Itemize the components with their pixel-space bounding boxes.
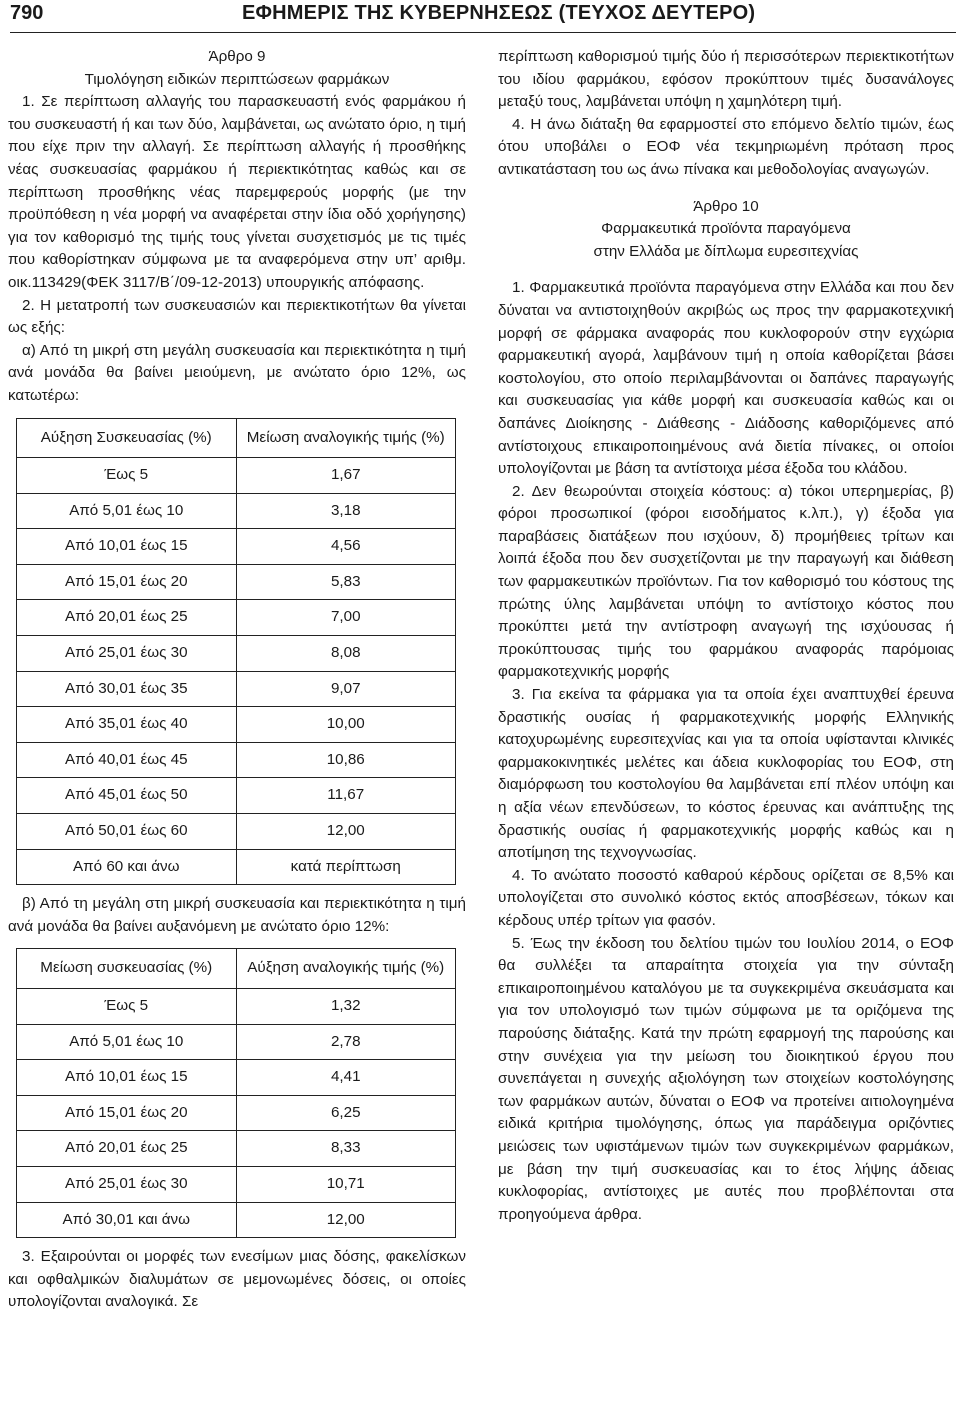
range-cell: Από 25,01 έως 30 [17, 636, 237, 672]
article9-paragraph-2a: α) Από τη μικρή στη μεγάλη συσκευασία και περιεκτικότητα η τιμή ανά μονάδα θα βαίνει μειούμενη, με ανώτατο όριο 12%, ως κατωτέρω: [8, 341, 466, 404]
table-row [17, 564, 456, 600]
percentage-cell: 2,78 [236, 1024, 456, 1060]
packaging-decrease-table [16, 948, 456, 1238]
range-cell: Από 50,01 έως 60 [17, 814, 237, 850]
table-row [17, 1060, 456, 1096]
percentage-cell: κατά περίπτωση [236, 849, 456, 885]
table-row [17, 1131, 456, 1167]
range-cell: Από 15,01 έως 20 [17, 1095, 237, 1131]
range-cell: Από 5,01 έως 10 [17, 1024, 237, 1060]
range-cell: Από 30,01 και άνω [17, 1202, 237, 1238]
percentage-cell: 8,08 [236, 636, 456, 672]
article9-heading: Άρθρο 9 [208, 48, 266, 65]
table-header-row [17, 418, 456, 458]
article9-paragraph-2b: β) Από τη μεγάλη στη μικρή συσκευασία και περιεκτικότητα η τιμή ανά μονάδα θα βαίνει αυξανόμενη με ανώτατο όριο 12%: [8, 895, 466, 935]
table-row [17, 1095, 456, 1131]
percentage-cell: 1,32 [236, 989, 456, 1025]
percentage-cell: 6,25 [236, 1095, 456, 1131]
table-row [17, 742, 456, 778]
percentage-cell: 9,07 [236, 671, 456, 707]
range-cell: Έως 5 [17, 989, 237, 1025]
article10-paragraph-3: 3. Για εκείνα τα φάρμακα για τα οποία έχει αναπτυχθεί έρευνα δραστικής ουσίας ή φαρμακοτεχνικής μορφής Ελληνικής κατοχυρωμένης ευρεσιτεχνίας και για τα οποία υφίστανται κλινικές φαρμακοκινητικές μελέτες και άδεια κυκλοφορίας του ΕΟΦ, στη διαμόρφωση του κοστολογίου θα λαμβάνεται επί πλέον υπόψη και η αξία νέων επενδύσεων, το κόστος έρευνας και ανάπτυξης της δραστικής ουσίας ή φαρμακοτεχνικής μορφής καθώς και η αποτίμηση της τεχνογνωσίας. [498, 686, 954, 862]
range-cell: Από 5,01 έως 10 [17, 493, 237, 529]
article10-subheading-line-1: Φαρμακευτικά προϊόντα παραγόμενα [601, 220, 851, 238]
range-cell: Από 15,01 έως 20 [17, 564, 237, 600]
table-row [17, 458, 456, 494]
percentage-cell: 7,00 [236, 600, 456, 636]
table-row [17, 849, 456, 885]
page-header [10, 2, 956, 33]
percentage-cell: 12,00 [236, 814, 456, 850]
percentage-cell: 10,86 [236, 742, 456, 778]
article10-subheading-line-2: στην Ελλάδα με δίπλωμα ευρεσιτεχνίας [593, 242, 859, 260]
percentage-cell: 3,18 [236, 493, 456, 529]
table-row [17, 989, 456, 1025]
percentage-cell: 5,83 [236, 564, 456, 600]
right-column [498, 46, 954, 1226]
article9-subheading: Τιμολόγηση ειδικών περιπτώσεων φαρμάκων [84, 70, 390, 88]
percentage-cell: 11,67 [236, 778, 456, 814]
table-header-price-increase: Αύξηση αναλογικής τιμής (%) [236, 949, 456, 989]
percentage-cell: 12,00 [236, 1202, 456, 1238]
range-cell: Από 40,01 έως 45 [17, 742, 237, 778]
article9-paragraph-3-start: 3. Εξαιρούνται οι μορφές των ενεσίμων μιας δόσης, φακελίσκων και οφθαλμικών διαλυμάτων σε μεμονωμένες δόσεις, οι οποίες υπολογίζονται αναλογικά. Σε [8, 1248, 466, 1311]
table-row [17, 600, 456, 636]
left-column [8, 46, 466, 1314]
percentage-cell: 4,56 [236, 529, 456, 565]
range-cell: Από 30,01 έως 35 [17, 671, 237, 707]
range-cell: Από 45,01 έως 50 [17, 778, 237, 814]
range-cell: Από 20,01 έως 25 [17, 600, 237, 636]
article10-heading: Άρθρο 10 [693, 197, 759, 215]
table-header-packaging-increase: Αύξηση Συσκευασίας (%) [17, 418, 237, 458]
table-row [17, 1202, 456, 1238]
article10-paragraph-5: 5. Έως την έκδοση του δελτίου τιμών του Ιουλίου 2014, ο ΕΟΦ θα συλλέξει τα απαραίτητα στοιχεία για την σύνταξη επικαιροποιημένου καταλόγου με τα συγκεκριμένα σκευάσματα και για τον υπολογισμό των τιμών σύμφωνα με τα οριζόμενα της παρούσης διάταξης. Κατά την πρώτη εφαρμογή της παρούσης και στην συνέχεια για την μείωση του διοικητικού έργου που συνεπάγεται η συνεχής αξιολόγηση των στοιχείων κοστολόγησης των φαρμάκων αυτών, δύναται ο ΕΟΦ να προτείνει αιτιολογημένα ειδικά κριτήρια τιμολόγησης, όπως για παράδειγμα οριζόντιες μειώσεις των υφιστάμενων τιμών των συγκεκριμένων φαρμάκων, με βάση την τιμή συσκευασίας και το έτος λήψης άδειας κυκλοφορίας, αντίστοιχες με αυτές που προβλέπονται στα προηγούμενα άρθρα. [498, 934, 954, 1223]
range-cell: Από 10,01 έως 15 [17, 1060, 237, 1096]
article10-paragraph-1: 1. Φαρμακευτικά προϊόντα παραγόμενα στην Ελλάδα και που δεν δύναται να αντιστοιχηθούν ακριβώς ως προς την φαρμακοτεχνική μορφή σε φάρμακα αναφοράς που κυκλοφορούν στην εγχώρια φαρμακευτική αγορά, λαμβάνουν τιμή η οποία καθορίζεται βάσει κοστολογίου, στο οποίο περιλαμβάνονται οι δαπάνες παραγωγής και συσκευασίας για κάθε μορφή και συσκευασία καθώς και οι δαπάνες Διοίκησης - Διάθεσης - Διάδοσης καθοριζόμενες από αντίστοιχους επικαιροποιημένους ανά διετία πίνακες, οι οποίοι υπολογίζονται με βάση τα αντίστοιχα μέσα έξοδα του κλάδου. [498, 279, 954, 478]
table-row [17, 671, 456, 707]
table-row [17, 636, 456, 672]
range-cell: Από 10,01 έως 15 [17, 529, 237, 565]
range-cell: Έως 5 [17, 458, 237, 494]
article9-paragraph-1: 1. Σε περίπτωση αλλαγής του παρασκευαστή ενός φαρμάκου ή του συσκευαστή ή και των δύο, λαμβάνεται, ως ανώτατο όριο, η τιμή που είχε πριν την αλλαγή. Σε περίπτωση αλλαγής ή προσθήκης νέας συσκευασίας φαρμάκου ή περιεκτικότητας καθώς και σε περίπτωση προσθήκης νέας παρεμφερούς μορφής (με την προϋπόθεση η νέα μορφή να αναφέρεται στην ίδια οδό χορήγησης) για τον καθορισμό της τιμής τους γίνεται συσχετισμός με τις τιμές που καθορίστηκαν σύμφωνα με τα αναφερόμενα στην υπ’ αριθμ. οικ.113429(ΦΕΚ 3117/Β΄/09-12-2013) υπουργικής απόφασης. [8, 93, 466, 291]
table-row [17, 1166, 456, 1202]
table-row [17, 1024, 456, 1060]
range-cell: Από 25,01 έως 30 [17, 1166, 237, 1202]
percentage-cell: 1,67 [236, 458, 456, 494]
table-header-row [17, 949, 456, 989]
article10-paragraph-4: 4. Το ανώτατο ποσοστό καθαρού κέρδους ορίζεται σε 8,5% και υπολογίζεται στο συνολικό κόστος εκτός αποσβέσεων, τόκων και κέρδους υπέρ τρίτων για φασόν. [498, 866, 954, 929]
range-cell: Από 35,01 έως 40 [17, 707, 237, 743]
table-header-price-reduction: Μείωση αναλογικής τιμής (%) [236, 418, 456, 458]
percentage-cell: 4,41 [236, 1060, 456, 1096]
table-row [17, 814, 456, 850]
range-cell: Από 60 και άνω [17, 849, 237, 885]
table-row [17, 529, 456, 565]
packaging-increase-table [16, 418, 456, 886]
range-cell: Από 20,01 έως 25 [17, 1131, 237, 1167]
gazette-title: ΕΦΗΜΕΡΙΣ ΤΗΣ ΚΥΒΕΡΝΗΣΕΩΣ (ΤΕΥΧΟΣ ΔΕΥΤΕΡΟ) [242, 2, 756, 24]
article9-paragraph-2: 2. Η μετατροπή των συσκευασιών και περιεκτικοτήτων θα γίνεται ως εξής: [8, 296, 466, 337]
table-header-packaging-decrease: Μείωση συσκευασίας (%) [17, 949, 237, 989]
article10-paragraph-2: 2. Δεν θεωρούνται στοιχεία κόστους: α) τόκοι υπερημερίας, β) φόροι προσωπικοί (φόροι εισοδήματος κ.λπ.), γ) έξοδα για παραβάσεις διατάξεων που ισχύουν, δ) προμήθειες τρίτων και λοιπά έξοδα που δεν συσχετίζονται με την παραγωγή και διάθεση των φαρμακευτικών προϊόντων. Για τον καθορισμό του κόστους της πρώτης ύλης λαμβάνεται υπόψη το αντίστοιχο κόστος που προκύπτει μετά την αντίστροφη αναγωγή της ισχύουσας ή προκύπτουσας τιμής του φαρμάκου αναφοράς παρόμοιας φαρμακοτεχνικής μορφής [498, 482, 954, 681]
article9-paragraph-4: 4. Η άνω διάταξη θα εφαρμοστεί στο επόμενο δελτίο τιμών, έως ότου υποβάλει ο ΕΟΦ νέα τεκμηριωμένη πρόταση προς αντικατάσταση του ως άνω πίνακα και μεθοδολογίας αναγωγών. [498, 115, 954, 178]
page-number: 790 [10, 2, 44, 24]
article9-paragraph-3-continued: περίπτωση καθορισμού τιμής δύο ή περισσότερων περιεκτικοτήτων του ιδίου φαρμάκου, εφόσον προκύπτουν τιμές δυσανάλογες μεταξύ τους, λαμβάνεται υπόψη η χαμηλότερη τιμή. [498, 48, 954, 111]
percentage-cell: 10,00 [236, 707, 456, 743]
table-row [17, 778, 456, 814]
table-row [17, 493, 456, 529]
percentage-cell: 10,71 [236, 1166, 456, 1202]
table-row [17, 707, 456, 743]
percentage-cell: 8,33 [236, 1131, 456, 1167]
